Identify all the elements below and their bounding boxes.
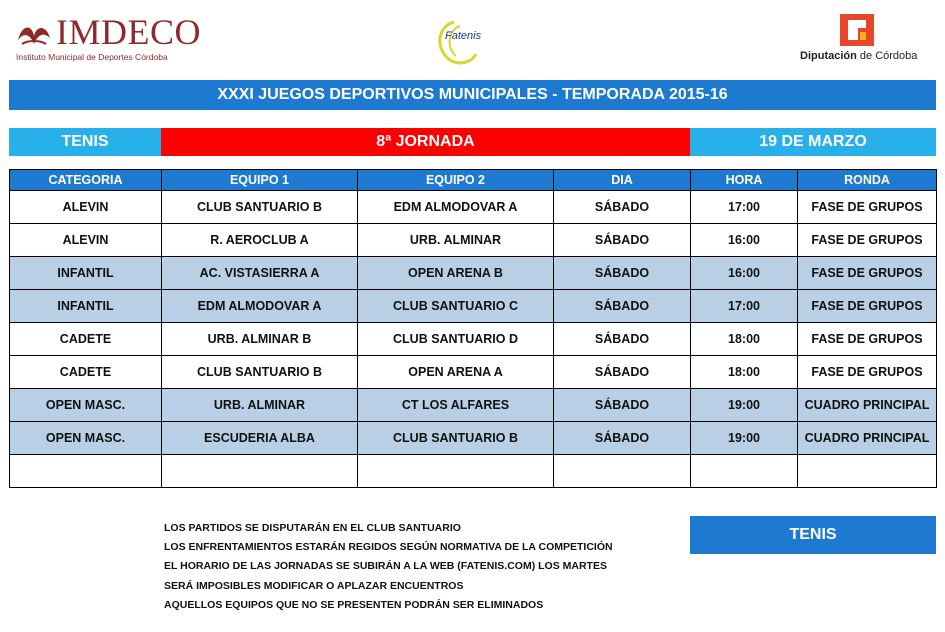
cell-equipo-1: EDM ALMODOVAR A [162, 290, 358, 323]
header-dia: DIA [554, 170, 691, 191]
cell-hora: 17:00 [691, 290, 798, 323]
diputacion-emblem-icon [840, 14, 874, 46]
cell-equipo-2: CLUB SANTUARIO B [358, 422, 554, 455]
cell-dia: SÁBADO [554, 389, 691, 422]
cell-equipo-2: CLUB SANTUARIO C [358, 290, 554, 323]
cell-equipo-1: CLUB SANTUARIO B [162, 356, 358, 389]
cell-ronda: CUADRO PRINCIPAL [798, 422, 937, 455]
note-line: LOS PARTIDOS SE DISPUTARÁN EN EL CLUB SANTUARIO [164, 522, 461, 534]
cell-ronda: FASE DE GRUPOS [798, 191, 937, 224]
imdeco-emblem-icon [14, 18, 54, 52]
header-hora: HORA [691, 170, 798, 191]
cell-hora: 17:00 [691, 191, 798, 224]
cell-dia [554, 455, 691, 488]
cell-categoria: INFANTIL [10, 257, 162, 290]
cell-hora: 16:00 [691, 257, 798, 290]
table-row [10, 356, 937, 389]
schedule-table [9, 169, 937, 488]
header-equipo-1: EQUIPO 1 [162, 170, 358, 191]
cell-categoria: ALEVIN [10, 191, 162, 224]
cell-hora: 18:00 [691, 323, 798, 356]
cell-dia: SÁBADO [554, 323, 691, 356]
cell-equipo-2: CT LOS ALFARES [358, 389, 554, 422]
table-row-empty [10, 455, 937, 488]
cell-dia: SÁBADO [554, 422, 691, 455]
cell-ronda [798, 455, 937, 488]
table-row [10, 422, 937, 455]
table-row [10, 389, 937, 422]
fatenis-logo [432, 18, 522, 68]
cell-equipo-2: OPEN ARENA B [358, 257, 554, 290]
imdeco-name: IMDECO [56, 12, 201, 52]
cell-ronda: FASE DE GRUPOS [798, 257, 937, 290]
cell-categoria: OPEN MASC. [10, 389, 162, 422]
round-label: 8ª JORNADA [161, 128, 690, 156]
cell-categoria: OPEN MASC. [10, 422, 162, 455]
imdeco-subtitle: Instituto Municipal de Deportes Córdoba [16, 52, 168, 62]
cell-equipo-1: ESCUDERIA ALBA [162, 422, 358, 455]
cell-equipo-1: CLUB SANTUARIO B [162, 191, 358, 224]
cell-equipo-1 [162, 455, 358, 488]
cell-hora [691, 455, 798, 488]
cell-hora: 19:00 [691, 389, 798, 422]
cell-categoria: ALEVIN [10, 224, 162, 257]
cell-dia: SÁBADO [554, 356, 691, 389]
cell-dia: SÁBADO [554, 290, 691, 323]
cell-equipo-1: AC. VISTASIERRA A [162, 257, 358, 290]
header-categoria: CATEGORIA [10, 170, 162, 191]
table-row [10, 290, 937, 323]
cell-equipo-2 [358, 455, 554, 488]
diputacion-name: Diputación de Córdoba [800, 50, 918, 62]
fatenis-ball-icon [432, 18, 502, 68]
cell-categoria: INFANTIL [10, 290, 162, 323]
diputacion-logo [796, 14, 926, 68]
cell-ronda: FASE DE GRUPOS [798, 356, 937, 389]
header-ronda: RONDA [798, 170, 937, 191]
cell-dia: SÁBADO [554, 191, 691, 224]
fatenis-name: Fatenis [445, 30, 482, 42]
header-equipo-2: EQUIPO 2 [358, 170, 554, 191]
cell-equipo-1: URB. ALMINAR B [162, 323, 358, 356]
cell-equipo-2: CLUB SANTUARIO D [358, 323, 554, 356]
notes-list [164, 519, 684, 615]
table-row [10, 191, 937, 224]
sport-label: TENIS [9, 128, 161, 156]
table-row [10, 224, 937, 257]
cell-hora: 16:00 [691, 224, 798, 257]
cell-categoria [10, 455, 162, 488]
cell-categoria: CADETE [10, 356, 162, 389]
note-line: AQUELLOS EQUIPOS QUE NO SE PRESENTEN PODRÁN SER ELIMINADOS [164, 598, 544, 611]
note-line: EL HORARIO DE LAS JORNADAS SE SUBIRÁN A LA WEB (FATENIS.COM) LOS MARTES [164, 560, 607, 573]
cell-categoria: CADETE [10, 323, 162, 356]
cell-dia: SÁBADO [554, 224, 691, 257]
cell-ronda: FASE DE GRUPOS [798, 323, 937, 356]
cell-hora: 19:00 [691, 422, 798, 455]
cell-ronda: CUADRO PRINCIPAL [798, 389, 937, 422]
cell-equipo-1: URB. ALMINAR [162, 389, 358, 422]
table-row [10, 257, 937, 290]
table-row [10, 323, 937, 356]
cell-equipo-1: R. AEROCLUB A [162, 224, 358, 257]
cell-dia: SÁBADO [554, 257, 691, 290]
table-header-row [10, 170, 937, 191]
cell-equipo-2: EDM ALMODOVAR A [358, 191, 554, 224]
note-line: SERÁ IMPOSIBLES MODIFICAR O APLAZAR ENCUENTROS [164, 579, 464, 592]
cell-ronda: FASE DE GRUPOS [798, 290, 937, 323]
imdeco-logo [10, 10, 210, 66]
page-title: XXXI JUEGOS DEPORTIVOS MUNICIPALES - TEMPORADA 2015-16 [9, 80, 936, 110]
cell-hora: 18:00 [691, 356, 798, 389]
footer-sport-tag: TENIS [690, 516, 936, 554]
cell-equipo-2: OPEN ARENA A [358, 356, 554, 389]
date-label: 19 DE MARZO [690, 128, 936, 156]
note-line: LOS ENFRENTAMIENTOS ESTARÁN REGIDOS SEGÚN NORMATIVA DE LA COMPETICIÓN [164, 541, 613, 554]
cell-equipo-2: URB. ALMINAR [358, 224, 554, 257]
cell-ronda: FASE DE GRUPOS [798, 224, 937, 257]
